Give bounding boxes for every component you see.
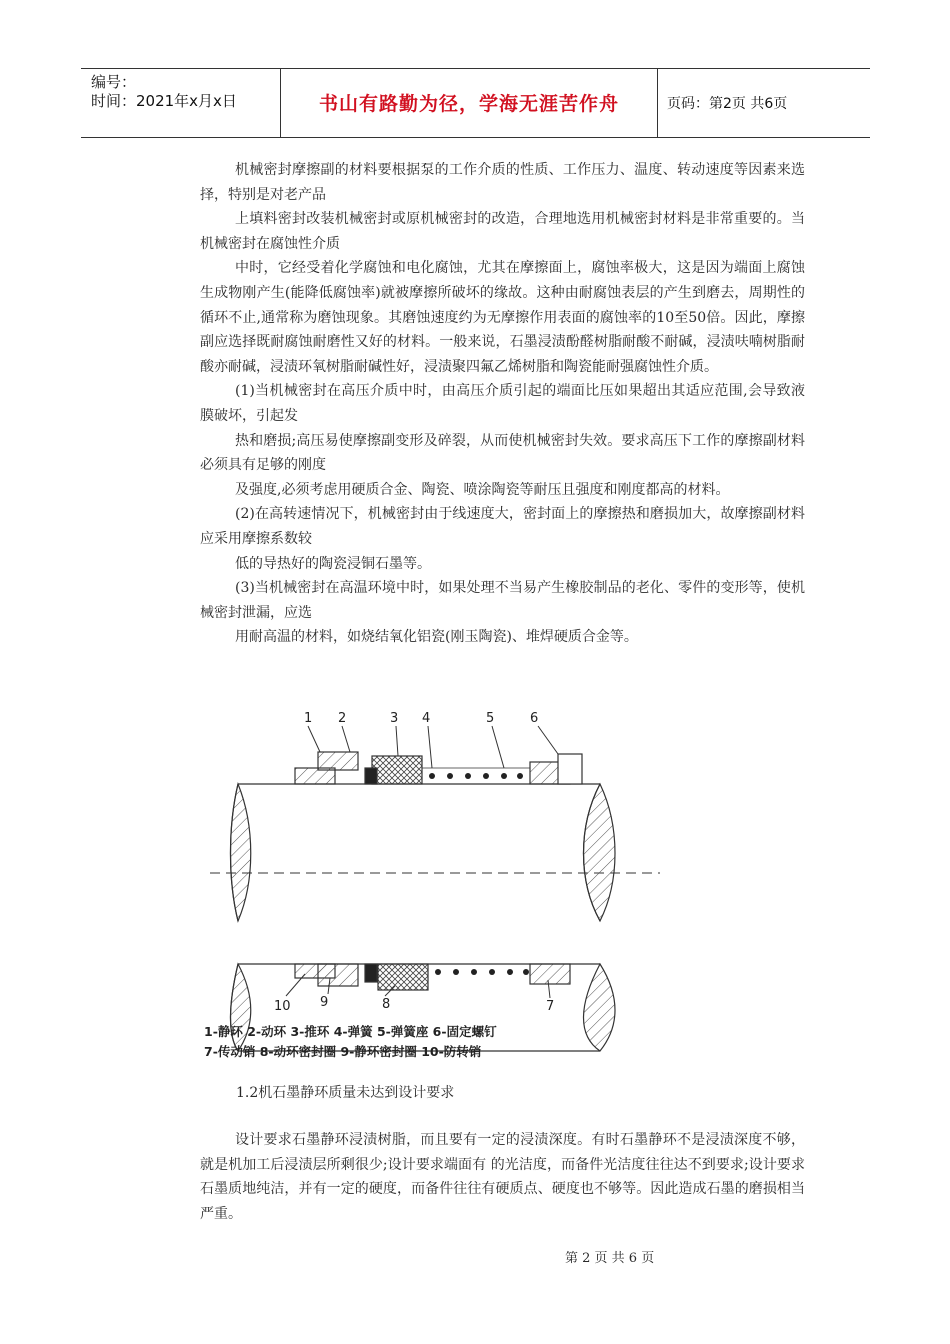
header-meta [91,73,237,111]
label-10: 10 [274,999,291,1014]
legend-line-1: 1-静环 2-动环 3-推环 4-弹簧 5-弹簧座 6-固定螺钉 [204,1024,497,1039]
paragraph: 上填料密封改装机械密封或原机械密封的改造，合理地选用机械密封材料是非常重要的。当机械密封在腐蚀性介质 [200,211,805,252]
header-date-label: 时间：2021年x月x日 [91,92,237,110]
paragraph: 及强度,必须考虑用硬质合金、陶瓷、喷涂陶瓷等耐压且强度和刚度都高的材料。 [235,481,730,498]
label-2: 2 [338,711,347,726]
paragraph: 低的导热好的陶瓷浸铜石墨等。 [235,555,431,572]
label-5: 5 [486,711,495,726]
header-number-label: 编号： [91,73,137,91]
paragraph: (3)当机械密封在高温环境中时，如果处理不当易产生橡胶制品的老化、零件的变形等，使机械密封泄漏，应选 [200,580,805,621]
label-4: 4 [422,711,431,726]
paragraph: 用耐高温的材料，如烧结氧化铝瓷(刚玉陶瓷)、堆焊硬质合金等。 [235,629,638,646]
section-subheading: 1.2机石墨静环质量未达到设计要求 [236,1085,455,1101]
body-text-2 [200,1128,805,1226]
mechanical-seal-diagram [200,706,670,1071]
label-7: 7 [546,999,555,1014]
body-text [200,158,805,650]
page-footer: 第 2 页 共 6 页 [565,1251,655,1266]
paragraph: (2)在高转速情况下，机械密封由于线速度大，密封面上的摩擦热和磨损加大，故摩擦副材料应采用摩擦系数较 [200,506,805,547]
header-page-info: 页码：第2页 共6页 [667,96,788,112]
legend-line-2: 7-传动销 8-动环密封圈 9-静环密封圈 10-防转销 [204,1044,482,1059]
header-motto: 书山有路勤为径，学海无涯苦作舟 [318,93,619,115]
paragraph: 热和磨损;高压易使摩擦副变形及碎裂，从而使机械密封失效。要求高压下工作的摩擦副材料必须具有足够的刚度 [200,432,805,474]
label-1: 1 [304,711,313,726]
paragraph: (1)当机械密封在高压介质中时，由高压介质引起的端面比压如果超出其适应范围,会导致液膜破坏，引起发 [200,383,805,424]
label-3: 3 [390,711,399,726]
label-9: 9 [320,995,329,1010]
page-header [81,68,870,138]
paragraph: 中时，它经受着化学腐蚀和电化腐蚀，尤其在摩擦面上，腐蚀率极大，这是因为端面上腐蚀生成物刚产生(能降低腐蚀率)就被摩擦所破坏的缘故。这种由耐腐蚀表层的产生到磨去，周期性的循环不止,通常称为磨蚀现象。其磨蚀速度约为无摩擦作用表面的腐蚀率的10至50倍。因此，摩擦副应选择既耐腐蚀耐磨性又好的材料。一般来说，石墨浸渍酚醛树脂耐酸不耐碱，浸渍呋喃树脂耐酸亦耐碱，浸渍环氧树脂耐碱性好，浸渍聚四氟乙烯树脂和陶瓷能耐强腐蚀性介质。 [200,260,805,375]
label-8: 8 [382,997,391,1012]
paragraph: 设计要求石墨静环浸渍树脂，而且要有一定的浸渍深度。有时石墨静环不是浸渍深度不够，就是机加工后浸渍层所剩很少;设计要求端面有 的光洁度，而备件光洁度往往达不到要求;设计要求石墨质地纯洁，并有一定的硬度，而备件往往有硬质点、硬度也不够等。因此造成石墨的磨损相当严重。 [200,1132,805,1222]
paragraph: 机械密封摩擦副的材料要根据泵的工作介质的性质、工作压力、温度、转动速度等因素来选择，特别是对老产品 [200,162,805,203]
header-divider [657,69,658,137]
label-6: 6 [530,711,539,726]
